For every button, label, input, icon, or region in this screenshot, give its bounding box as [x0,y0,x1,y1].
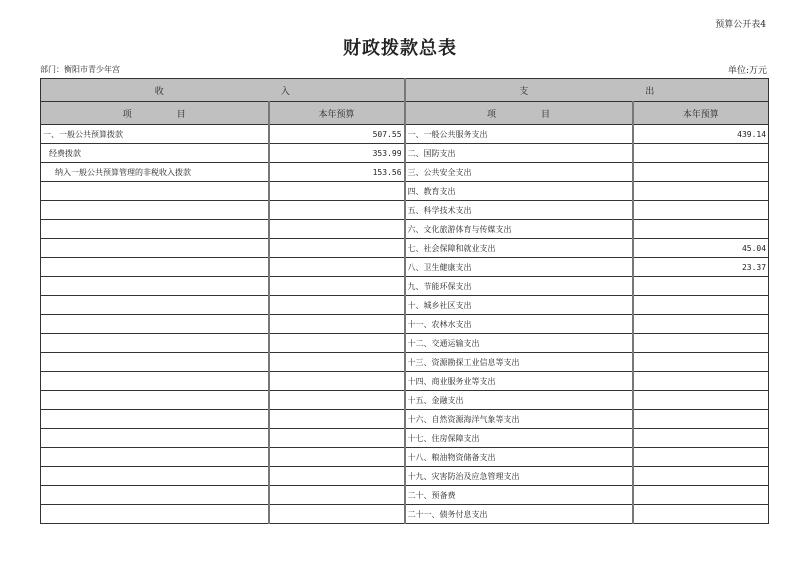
table-row [41,353,769,372]
expense-budget-cell: 23.37 [633,258,769,277]
income-item-cell [41,201,269,220]
expense-item-cell: 十九、灾害防治及应急管理支出 [405,467,633,486]
income-item-cell: 一、一般公共预算拨款 [41,125,269,144]
expense-item-cell: 十三、资源勘探工业信息等支出 [405,353,633,372]
income-budget-header: 本年预算 [269,102,405,125]
expense-budget-cell [633,410,769,429]
expense-group-header: 支 出 [405,79,769,102]
income-item-cell [41,410,269,429]
income-item-header: 项 目 [41,102,269,125]
income-budget-cell [269,258,405,277]
income-budget-cell [269,410,405,429]
expense-budget-cell [633,277,769,296]
expense-item-cell: 九、节能环保支出 [405,277,633,296]
table-row [41,467,769,486]
income-budget-cell: 507.55 [269,125,405,144]
income-item-cell [41,467,269,486]
income-budget-cell [269,220,405,239]
page-title: 财政拨款总表 [343,38,457,59]
expense-budget-cell [633,467,769,486]
expense-budget-cell [633,182,769,201]
expense-item-cell: 十一、农林水支出 [405,315,633,334]
expense-budget-cell [633,296,769,315]
table-row [41,296,769,315]
expense-item-cell: 七、社会保障和就业支出 [405,239,633,258]
income-budget-cell [269,201,405,220]
expense-item-cell: 五、科学技术支出 [405,201,633,220]
income-item-cell [41,391,269,410]
income-item-cell [41,182,269,201]
income-budget-cell [269,277,405,296]
expense-budget-header: 本年预算 [633,102,769,125]
expense-budget-cell [633,429,769,448]
income-item-cell [41,258,269,277]
expense-item-cell: 二、国防支出 [405,144,633,163]
income-budget-cell [269,182,405,201]
table-row [41,391,769,410]
table-row [41,505,769,524]
income-budget-cell [269,372,405,391]
expense-item-cell: 六、文化旅游体育与传媒支出 [405,220,633,239]
income-item-cell [41,429,269,448]
income-item-cell [41,372,269,391]
expense-budget-cell [633,201,769,220]
table-row [41,410,769,429]
expense-budget-cell [633,220,769,239]
income-budget-cell [269,353,405,372]
income-item-cell [41,239,269,258]
income-item-cell [41,296,269,315]
table-row [41,163,769,182]
expense-item-cell: 十六、自然资源海洋气象等支出 [405,410,633,429]
expense-budget-cell [633,144,769,163]
table-row [41,182,769,201]
income-budget-cell [269,429,405,448]
income-budget-cell [269,448,405,467]
income-budget-cell: 353.99 [269,144,405,163]
expense-budget-cell [633,163,769,182]
income-item-cell [41,334,269,353]
expense-item-cell: 八、卫生健康支出 [405,258,633,277]
expense-item-cell: 一、一般公共服务支出 [405,125,633,144]
expense-budget-cell [633,391,769,410]
expense-budget-cell [633,334,769,353]
income-budget-cell [269,296,405,315]
table-row [41,220,769,239]
expense-budget-cell [633,505,769,524]
income-budget-cell: 153.56 [269,163,405,182]
income-item-cell [41,315,269,334]
table-row [41,315,769,334]
income-budget-cell [269,334,405,353]
expense-budget-cell: 45.04 [633,239,769,258]
expense-item-header: 项 目 [405,102,633,125]
table-row [41,201,769,220]
expense-item-cell: 三、公共安全支出 [405,163,633,182]
unit-label: 单位:万元 [727,66,767,76]
income-item-cell: 纳入一般公共预算管理的非税收入拨款 [41,163,269,182]
income-item-cell [41,220,269,239]
group-header-row [41,79,769,102]
table-row [41,125,769,144]
expense-item-cell: 十四、商业服务业等支出 [405,372,633,391]
income-budget-cell [269,391,405,410]
table-row [41,448,769,467]
column-header-row [41,102,769,125]
income-budget-cell [269,239,405,258]
expense-budget-cell [633,315,769,334]
income-item-cell [41,505,269,524]
expense-budget-cell [633,486,769,505]
expense-item-cell: 十二、交通运输支出 [405,334,633,353]
expense-budget-cell [633,353,769,372]
table-row [41,277,769,296]
table-row [41,372,769,391]
fiscal-appropriation-table [40,78,769,524]
income-item-cell [41,486,269,505]
expense-item-cell: 四、教育支出 [405,182,633,201]
table-row [41,144,769,163]
income-item-cell: 经费拨款 [41,144,269,163]
expense-item-cell: 二十一、债务付息支出 [405,505,633,524]
table-row [41,258,769,277]
income-budget-cell [269,467,405,486]
expense-budget-cell [633,448,769,467]
expense-item-cell: 十七、住房保障支出 [405,429,633,448]
form-number: 预算公开表4 [715,20,766,30]
income-budget-cell [269,315,405,334]
income-budget-cell [269,486,405,505]
income-item-cell [41,448,269,467]
expense-item-cell: 十五、金融支出 [405,391,633,410]
table-row [41,486,769,505]
expense-item-cell: 二十、预备费 [405,486,633,505]
income-budget-cell [269,505,405,524]
table-row [41,429,769,448]
department-label: 部门：衡阳市青少年宫 [40,65,120,74]
expense-item-cell: 十八、粮油物资储备支出 [405,448,633,467]
expense-item-cell: 十、城乡社区支出 [405,296,633,315]
income-item-cell [41,353,269,372]
income-item-cell [41,277,269,296]
table-row [41,334,769,353]
expense-budget-cell [633,372,769,391]
table-row [41,239,769,258]
expense-budget-cell: 439.14 [633,125,769,144]
income-group-header: 收 入 [41,79,405,102]
